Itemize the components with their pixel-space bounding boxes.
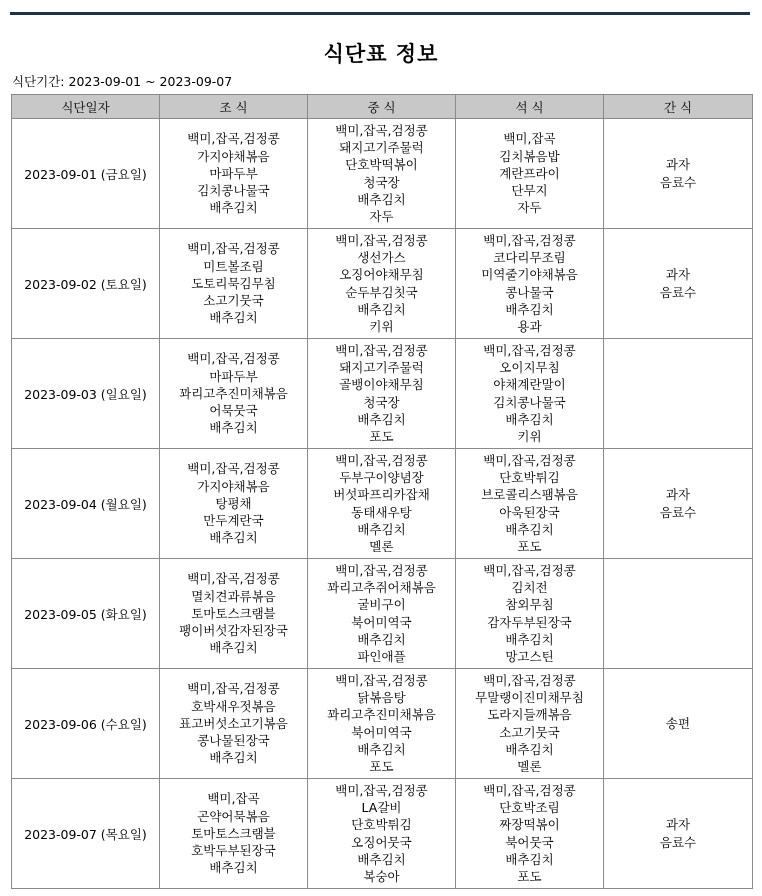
menu-item: 배추김치 <box>209 860 258 876</box>
menu-item: 백미,잡곡,검정콩 <box>335 342 428 358</box>
header-date: 식단일자 <box>12 95 160 119</box>
header-breakfast: 조 식 <box>160 95 308 119</box>
menu-item: 파인애플 <box>357 648 406 664</box>
menu-item: 코다리무조림 <box>493 250 566 266</box>
menu-item: 키위 <box>369 318 394 334</box>
menu-item: 배추김치 <box>209 640 258 656</box>
menu-item: 오징어뭇국 <box>351 834 412 850</box>
menu-item: 콩나물국 <box>505 284 554 300</box>
meal-date-cell: 2023-09-05 (화요일) <box>12 559 160 669</box>
menu-item: 참외무침 <box>505 597 554 613</box>
menu-item: 마파두부 <box>209 165 258 181</box>
header-lunch: 중 식 <box>308 95 456 119</box>
menu-item: 배추김치 <box>209 200 258 216</box>
menu-item: 돼지고기주물럭 <box>339 140 424 156</box>
menu-item: 닭볶음탕 <box>357 690 406 706</box>
menu-item: 배추김치 <box>209 310 258 326</box>
breakfast-cell <box>160 669 308 779</box>
menu-item: 포도 <box>369 428 394 444</box>
menu-item: 배추김치 <box>357 301 406 317</box>
menu-item: 마파두부 <box>209 368 258 384</box>
menu-item: 백미,잡곡,검정콩 <box>335 452 428 468</box>
snack-cell <box>604 339 753 449</box>
page-title: 식단표 정보 <box>323 42 439 66</box>
menu-item: 백미,잡곡,검정콩 <box>335 562 428 578</box>
menu-item: 배추김치 <box>209 420 258 436</box>
menu-item: 배추김치 <box>505 851 554 867</box>
menu-item: 탕평채 <box>215 495 252 511</box>
menu-item: 멜론 <box>369 538 394 554</box>
meal-table <box>11 94 753 889</box>
menu-item: 과자 <box>665 267 691 283</box>
menu-item: 김치전 <box>511 580 548 596</box>
menu-item: 단호박조림 <box>499 800 560 816</box>
menu-item: 단무지 <box>511 183 548 199</box>
snack-cell <box>604 229 753 339</box>
menu-item: 과자 <box>665 157 691 173</box>
menu-item: 배추김치 <box>357 521 406 537</box>
menu-item: 음료수 <box>659 174 697 190</box>
menu-item: 복숭아 <box>363 868 400 884</box>
snack-cell <box>604 449 753 559</box>
dinner-cell <box>456 559 604 669</box>
breakfast-cell <box>160 779 308 889</box>
table-row <box>12 119 753 229</box>
menu-item: 미역줄기야채볶음 <box>481 267 578 283</box>
menu-item: 백미,잡곡 <box>207 791 260 807</box>
menu-item: 소고기뭇국 <box>203 293 264 309</box>
menu-item: 계란프라이 <box>499 165 560 181</box>
lunch-cell <box>308 119 456 229</box>
menu-item: 꽈리고추진미채볶음 <box>179 385 288 401</box>
snack-cell <box>604 559 753 669</box>
snack-cell <box>604 779 753 889</box>
menu-item: 배추김치 <box>505 741 554 757</box>
menu-item: 백미,잡곡,검정콩 <box>335 672 428 688</box>
menu-item: 돼지고기주물럭 <box>339 360 424 376</box>
menu-item: 오징어야채무침 <box>339 267 424 283</box>
menu-item: 백미,잡곡,검정콩 <box>483 342 576 358</box>
meal-date-cell: 2023-09-01 (금요일) <box>12 119 160 229</box>
menu-item: 음료수 <box>659 284 697 300</box>
menu-item: 무말랭이진미채무침 <box>475 690 584 706</box>
menu-item: 배추김치 <box>357 191 406 207</box>
menu-item: 브로콜리스팸볶음 <box>481 487 578 503</box>
table-header-row <box>12 95 753 119</box>
header-dinner: 석 식 <box>456 95 604 119</box>
menu-item: 음료수 <box>659 504 697 520</box>
menu-item: 멜론 <box>517 758 542 774</box>
table-row <box>12 559 753 669</box>
menu-item: 배추김치 <box>209 530 258 546</box>
menu-item: 키위 <box>517 428 542 444</box>
menu-item: 김치볶음밥 <box>499 148 560 164</box>
lunch-cell <box>308 779 456 889</box>
menu-item: 배추김치 <box>357 411 406 427</box>
breakfast-cell <box>160 229 308 339</box>
menu-item: 백미,잡곡,검정콩 <box>187 681 280 697</box>
menu-item: 배추김치 <box>505 301 554 317</box>
menu-item: 곤약어묵볶음 <box>197 808 270 824</box>
table-body <box>12 119 753 889</box>
lunch-cell <box>308 339 456 449</box>
menu-item: 백미,잡곡,검정콩 <box>187 461 280 477</box>
menu-item: 단호박떡볶이 <box>345 157 418 173</box>
menu-item: 배추김치 <box>505 521 554 537</box>
menu-item: 단호박튀김 <box>499 470 560 486</box>
lunch-cell <box>308 449 456 559</box>
menu-item: 생선가스 <box>357 250 406 266</box>
menu-item: 미트볼조림 <box>203 258 264 274</box>
meal-date-cell: 2023-09-07 (목요일) <box>12 779 160 889</box>
menu-item: 아욱된장국 <box>499 504 560 520</box>
menu-item: 꽈리고추쥐어채볶음 <box>327 580 436 596</box>
menu-item: 토마토스크램블 <box>191 825 276 841</box>
menu-item: 순두부김칫국 <box>345 284 418 300</box>
breakfast-cell <box>160 559 308 669</box>
menu-item: 백미,잡곡,검정콩 <box>187 351 280 367</box>
menu-item: 팽이버섯감자된장국 <box>179 623 288 639</box>
menu-item: 청국장 <box>363 394 400 410</box>
breakfast-cell <box>160 119 308 229</box>
menu-item: 오이지무침 <box>499 360 560 376</box>
menu-item: 배추김치 <box>357 631 406 647</box>
menu-item: 백미,잡곡,검정콩 <box>187 241 280 257</box>
dinner-cell <box>456 449 604 559</box>
menu-item: 김치콩나물국 <box>493 394 566 410</box>
menu-item: 꽈리고추진미채볶음 <box>327 707 436 723</box>
menu-item: 토마토스크램블 <box>191 605 276 621</box>
menu-item: 단호박튀김 <box>351 817 412 833</box>
menu-item: 백미,잡곡,검정콩 <box>483 672 576 688</box>
meal-date-cell: 2023-09-04 (월요일) <box>12 449 160 559</box>
menu-item: 포도 <box>517 538 542 554</box>
top-divider <box>10 12 750 15</box>
menu-item: 호박두부된장국 <box>191 843 276 859</box>
lunch-cell <box>308 559 456 669</box>
menu-item: 배추김치 <box>357 741 406 757</box>
meal-date-cell: 2023-09-02 (토요일) <box>12 229 160 339</box>
menu-item: 가지야채볶음 <box>197 478 270 494</box>
table-row <box>12 779 753 889</box>
table-row <box>12 339 753 449</box>
menu-item: 소고기뭇국 <box>499 724 560 740</box>
menu-item: 야채계란말이 <box>493 377 566 393</box>
menu-item: 배추김치 <box>505 631 554 647</box>
menu-item: 포도 <box>517 868 542 884</box>
dinner-cell <box>456 669 604 779</box>
meal-date-cell: 2023-09-03 (일요일) <box>12 339 160 449</box>
menu-item: 짜장떡볶이 <box>499 817 560 833</box>
dinner-cell <box>456 779 604 889</box>
menu-item: 표고버섯소고기볶음 <box>179 715 288 731</box>
snack-cell <box>604 119 753 229</box>
lunch-cell <box>308 669 456 779</box>
snack-cell <box>604 669 753 779</box>
menu-item: 백미,잡곡,검정콩 <box>335 782 428 798</box>
menu-item: 배추김치 <box>357 851 406 867</box>
menu-item: 송편 <box>665 715 691 731</box>
menu-item: 콩나물된장국 <box>197 733 270 749</box>
menu-item: 버섯파프리카잡채 <box>333 487 430 503</box>
menu-item: 두부구이양념장 <box>339 470 424 486</box>
menu-item: 도라지들깨볶음 <box>487 707 572 723</box>
breakfast-cell <box>160 449 308 559</box>
menu-item: 가지야채볶음 <box>197 148 270 164</box>
meal-date-cell: 2023-09-06 (수요일) <box>12 669 160 779</box>
table-row <box>12 669 753 779</box>
header-snack: 간 식 <box>604 95 753 119</box>
table-row <box>12 449 753 559</box>
menu-item: 음료수 <box>659 834 697 850</box>
meal-period: 식단기간: 2023-09-01 ~ 2023-09-07 <box>12 74 233 89</box>
menu-item: 백미,잡곡,검정콩 <box>483 562 576 578</box>
menu-item: 백미,잡곡,검정콩 <box>335 122 428 138</box>
menu-item: 용과 <box>517 318 542 334</box>
dinner-cell <box>456 119 604 229</box>
menu-item: 자두 <box>369 208 394 224</box>
lunch-cell <box>308 229 456 339</box>
menu-item: 굴비구이 <box>357 597 406 613</box>
menu-item: 백미,잡곡,검정콩 <box>335 232 428 248</box>
menu-item: 백미,잡곡,검정콩 <box>187 131 280 147</box>
menu-item: 감자두부된장국 <box>487 614 572 630</box>
menu-item: 백미,잡곡 <box>503 131 556 147</box>
menu-item: 멸치견과류볶음 <box>191 588 276 604</box>
menu-item: 김치콩나물국 <box>197 183 270 199</box>
menu-item: 골뱅이야채무침 <box>339 377 424 393</box>
menu-item: 망고스틴 <box>505 648 554 664</box>
menu-item: 호박새우젓볶음 <box>191 698 276 714</box>
menu-item: LA갈비 <box>361 800 402 816</box>
menu-item: 포도 <box>369 758 394 774</box>
menu-item: 동태새우탕 <box>351 504 412 520</box>
menu-item: 어묵뭇국 <box>209 403 258 419</box>
table-row <box>12 229 753 339</box>
menu-item: 자두 <box>517 200 542 216</box>
menu-item: 백미,잡곡,검정콩 <box>187 571 280 587</box>
dinner-cell <box>456 229 604 339</box>
menu-item: 북어뭇국 <box>505 834 554 850</box>
menu-item: 과자 <box>665 817 691 833</box>
menu-item: 백미,잡곡,검정콩 <box>483 782 576 798</box>
dinner-cell <box>456 339 604 449</box>
menu-item: 북어미역국 <box>351 614 412 630</box>
menu-item: 백미,잡곡,검정콩 <box>483 452 576 468</box>
menu-item: 도토리묵김무침 <box>191 275 276 291</box>
menu-item: 과자 <box>665 487 691 503</box>
menu-item: 청국장 <box>363 174 400 190</box>
menu-item: 북어미역국 <box>351 724 412 740</box>
menu-item: 백미,잡곡,검정콩 <box>483 232 576 248</box>
menu-item: 만두계란국 <box>203 513 264 529</box>
menu-item: 배추김치 <box>505 411 554 427</box>
menu-item: 배추김치 <box>209 750 258 766</box>
breakfast-cell <box>160 339 308 449</box>
